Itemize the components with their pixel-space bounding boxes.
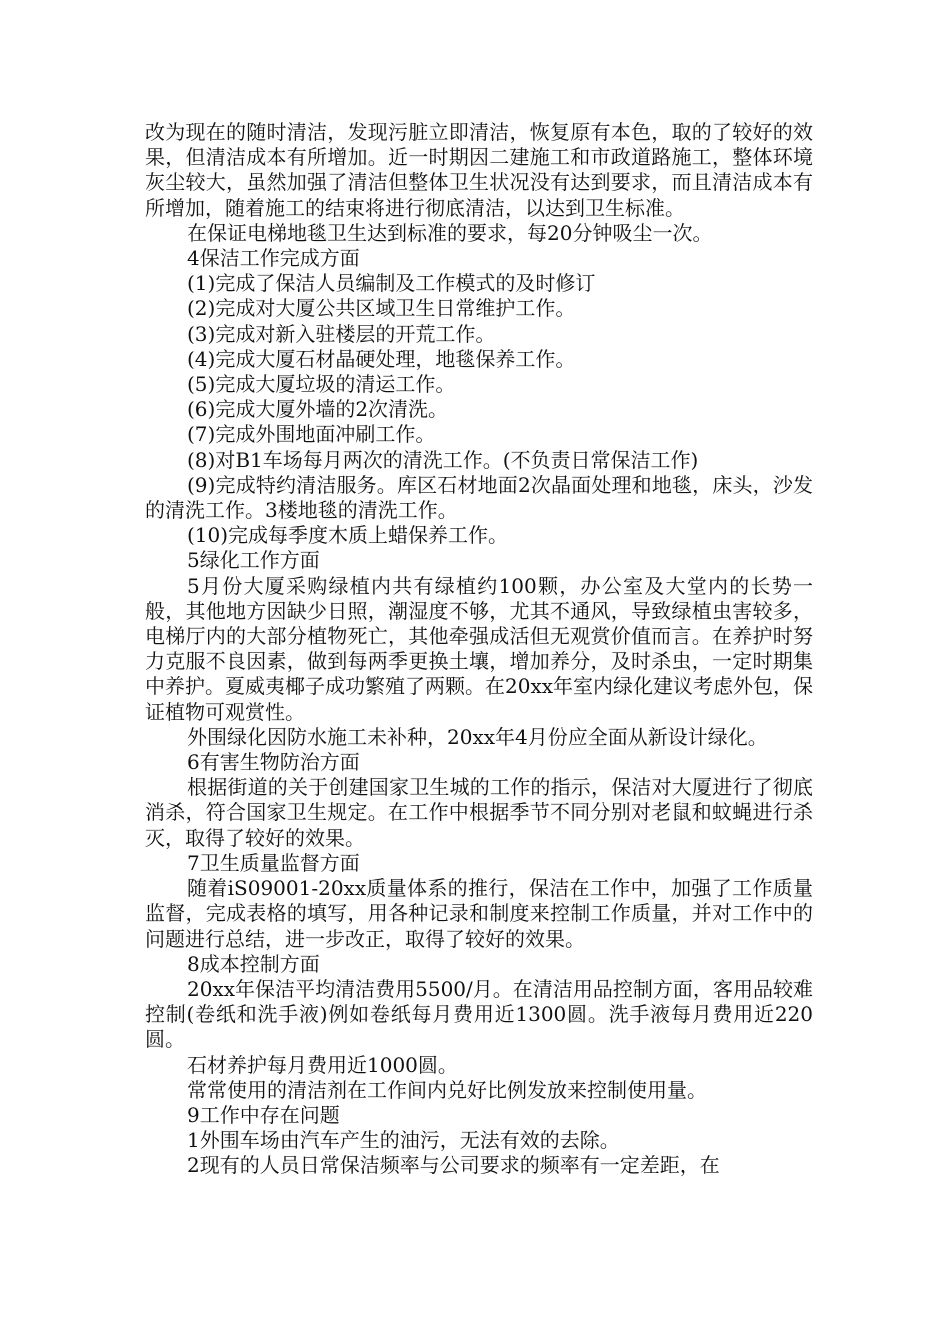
list-item-3: (3)完成对新入驻楼层的开荒工作。 bbox=[187, 321, 496, 346]
paragraph-outdoor-greening: 外围绿化因防水施工未补种，20xx年4月份应全面从新设计绿化。 bbox=[187, 724, 768, 749]
section-heading-5: 5绿化工作方面 bbox=[187, 548, 320, 573]
list-item-6: (6)完成大厦外墙的2次清洗。 bbox=[187, 397, 449, 422]
paragraph-greening: 5月份大厦采购绿植内共有绿植约100颗，办公室及大堂内的长势一般，其他地方因缺少日照，潮湿度不够，尤其不通风，导致绿植虫害较多，电梯厅内的大部分植物死亡，其他牵强成活但无观赏价值而言。在养护时努力克服不良因素，做到每两季更换土壤，增加养分，及时杀虫，一定时期集中养护。夏威夷椰子成功繁殖了两颗。在20xx年室内绿化建议考虑外包，保证植物可观赏性。 bbox=[145, 573, 814, 724]
section-heading-9: 9工作中存在问题 bbox=[187, 1102, 340, 1127]
list-item-7: (7)完成外围地面冲刷工作。 bbox=[187, 422, 436, 447]
paragraph-detergent: 常常使用的清洁剂在工作间内兑好比例发放来控制使用量。 bbox=[187, 1077, 707, 1102]
paragraph-pest-control: 根据街道的关于创建国家卫生城的工作的指示，保洁对大厦进行了彻底消杀，符合国家卫生规定。在工作中根据季节不同分别对老鼠和蚊蝇进行杀灭，取得了较好的效果。 bbox=[145, 775, 813, 850]
document-page bbox=[145, 120, 813, 1179]
list-item-1: (1)完成了保洁人员编制及工作模式的及时修订 bbox=[187, 271, 596, 296]
section-heading-8: 8成本控制方面 bbox=[187, 951, 320, 976]
list-item-8: (8)对B1车场每月两次的清洗工作。(不负责日常保洁工作) bbox=[187, 447, 699, 472]
list-item-4: (4)完成大厦石材晶硬处理，地毯保养工作。 bbox=[187, 346, 576, 371]
problem-item-2: 2现有的人员日常保洁频率与公司要求的频率有一定差距，在 bbox=[187, 1153, 720, 1178]
paragraph-quality-supervision: 随着iS09001-20xx质量体系的推行，保洁在工作中，加强了工作质量监督，完成表格的填写，用各种记录和制度来控制工作质量，并对工作中的问题进行总结，进一步改正，取得了较好的效果。 bbox=[145, 876, 813, 951]
paragraph-elevator-carpet: 在保证电梯地毯卫生达到标准的要求，每20分钟吸尘一次。 bbox=[187, 220, 713, 245]
paragraph-cost-control: 20xx年保洁平均清洁费用5500/月。在清洁用品控制方面，客用品较难控制(卷纸和洗手液)例如卷纸每月费用近1300圆。洗手液每月费用近220圆。 bbox=[145, 976, 813, 1052]
section-heading-7: 7卫生质量监督方面 bbox=[187, 850, 360, 875]
list-item-2: (2)完成对大厦公共区域卫生日常维护工作。 bbox=[187, 296, 576, 321]
list-item-10: (10)完成每季度木质上蜡保养工作。 bbox=[187, 523, 509, 548]
list-item-5: (5)完成大厦垃圾的清运工作。 bbox=[187, 372, 456, 397]
section-heading-6: 6有害生物防治方面 bbox=[187, 750, 360, 775]
paragraph-cleaning-continued: 改为现在的随时清洁，发现污脏立即清洁，恢复原有本色，取的了较好的效果，但清洁成本有所增加。近一时期因二建施工和市政道路施工，整体环境灰尘较大，虽然加强了清洁但整体卫生状况没有达到要求，而且清洁成本有所增加，随着施工的结束将进行彻底清洁，以达到卫生标准。 bbox=[145, 120, 813, 220]
list-item-9: (9)完成特约清洁服务。库区石材地面2次晶面处理和地毯，床头，沙发的清洗工作。3楼地毯的清洗工作。 bbox=[145, 472, 813, 523]
problem-item-1: 1外围车场由汽车产生的油污，无法有效的去除。 bbox=[187, 1128, 620, 1153]
section-heading-4: 4保洁工作完成方面 bbox=[187, 246, 360, 271]
paragraph-stone-maintenance: 石材养护每月费用近1000圆。 bbox=[187, 1052, 458, 1077]
